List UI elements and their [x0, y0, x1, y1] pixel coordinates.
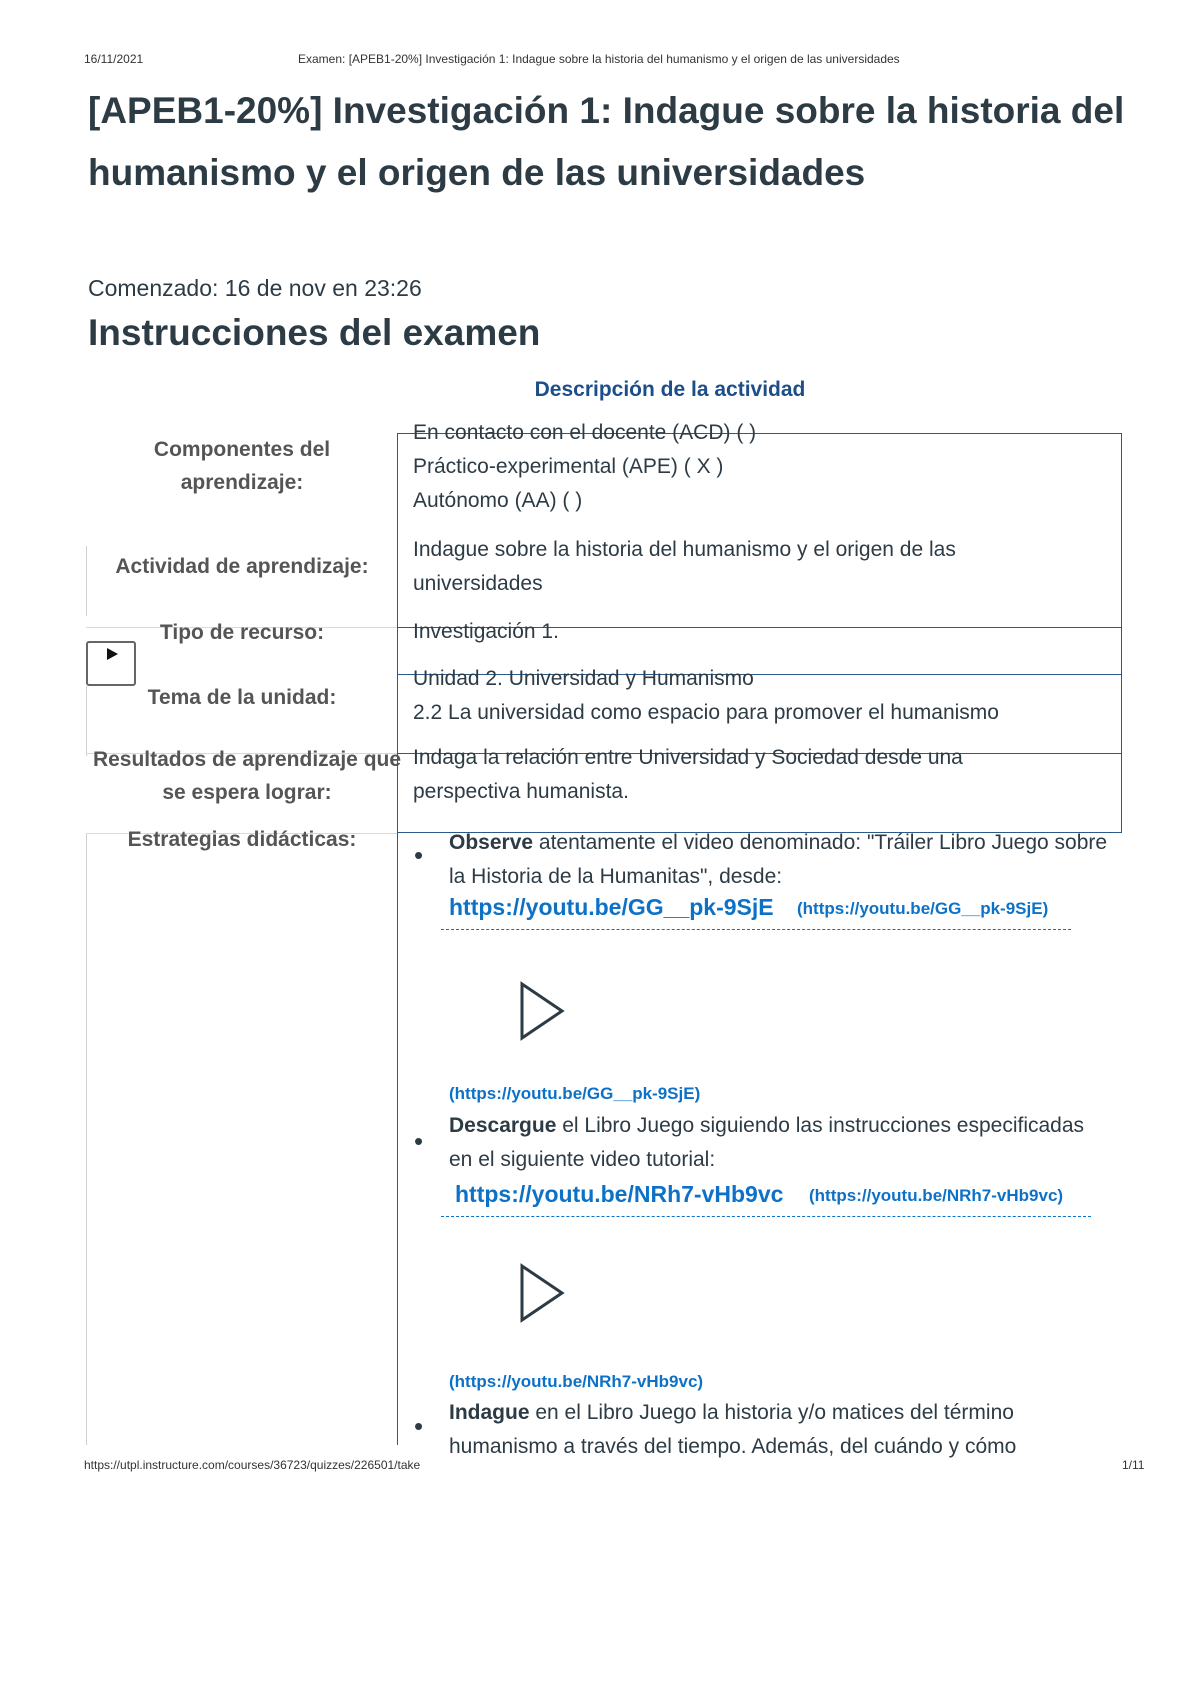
- activity-label: Actividad de aprendizaje:: [115, 555, 369, 578]
- strategy-verb: Descargue: [449, 1114, 557, 1137]
- activity-value: Indague sobre la historia del humanismo y el origen de las universidades: [413, 538, 956, 595]
- video-embed-link-tutorial[interactable]: (https://youtu.be/NRh7-vHb9vc): [449, 1372, 704, 1391]
- resource-value: Investigación 1.: [413, 620, 559, 643]
- component-acd: En contacto con el docente (ACD) ( ): [413, 421, 757, 444]
- strategy-item-2: [449, 1109, 1109, 1177]
- strategy-item-1: [449, 826, 1109, 894]
- unit-line-2: 2.2 La universidad como espacio para promover el humanismo: [413, 701, 999, 724]
- started-at: Comenzado: 16 de nov en 23:26: [88, 275, 422, 301]
- play-icon[interactable]: [518, 980, 568, 1042]
- unit-line-1: Unidad 2. Universidad y Humanismo: [413, 667, 754, 690]
- component-ape: Práctico-experimental (APE) ( X ): [413, 455, 724, 478]
- quiz-title: [APEB1-20%] Investigación 1: Indague sobre la historia del humanismo y el origen de las universidades: [88, 90, 1125, 193]
- strategy-item-3: [449, 1396, 1109, 1464]
- bullet: •: [414, 1411, 424, 1441]
- strategy-text: atentamente el video denominado: "Tráiler Libro Juego sobre la Historia de la Humanitas", desde:: [449, 831, 1108, 888]
- strategy-text: el Libro Juego siguiendo las instrucciones especificadas en el siguiente video tutorial:: [449, 1114, 1085, 1171]
- video-link-tutorial[interactable]: https://youtu.be/NRh7-vHb9vc: [455, 1181, 784, 1207]
- table-divider: [397, 833, 398, 1445]
- results-label: Resultados de aprendizaje que se espera lograr:: [92, 748, 402, 804]
- strategy-verb: Indague: [449, 1401, 530, 1424]
- media-widget-icon[interactable]: [86, 641, 136, 686]
- instructions-heading: Instrucciones del examen: [88, 312, 541, 353]
- strategy-text: en el Libro Juego la historia y/o matices del término humanismo a través del tiempo. Además, del cuándo y cómo: [449, 1401, 1017, 1458]
- component-aa: Autónomo (AA) ( ): [413, 489, 583, 512]
- bullet: •: [414, 1126, 424, 1156]
- link-underline: [441, 1216, 1091, 1217]
- print-header-title: Examen: [APEB1-20%] Investigación 1: Indague sobre la historia del humanismo y el origen de las universidades: [298, 52, 900, 66]
- strategies-label: Estrategias didácticas:: [127, 828, 357, 851]
- table-left-edge: [86, 546, 87, 616]
- video-link-trailer[interactable]: https://youtu.be/GG__pk-9SjE: [449, 894, 774, 920]
- play-icon: [106, 647, 120, 661]
- print-date: 16/11/2021: [84, 52, 144, 66]
- video-embed-link-trailer[interactable]: (https://youtu.be/GG__pk-9SjE): [449, 1084, 701, 1103]
- results-value: Indaga la relación entre Universidad y Sociedad desde una perspectiva humanista.: [413, 746, 963, 803]
- table-left-edge: [86, 686, 87, 756]
- print-page-number: 1/11: [1122, 1458, 1145, 1472]
- unit-label: Tema de la unidad:: [147, 686, 337, 709]
- activity-heading: Descripción de la actividad: [534, 378, 806, 401]
- bullet: •: [414, 840, 424, 870]
- link-underline: [441, 929, 1071, 930]
- resource-label: Tipo de recurso:: [159, 621, 325, 644]
- print-url: https://utpl.instructure.com/courses/36723/quizzes/226501/take: [84, 1458, 421, 1472]
- table-left-edge: [86, 833, 87, 1445]
- video-link-trailer-paren[interactable]: (https://youtu.be/GG__pk-9SjE): [797, 899, 1049, 918]
- video-link-tutorial-paren[interactable]: (https://youtu.be/NRh7-vHb9vc): [809, 1186, 1064, 1205]
- strategy-verb: Observe: [449, 831, 534, 854]
- components-label: Componentes del aprendizaje:: [153, 438, 331, 494]
- play-icon[interactable]: [518, 1262, 568, 1324]
